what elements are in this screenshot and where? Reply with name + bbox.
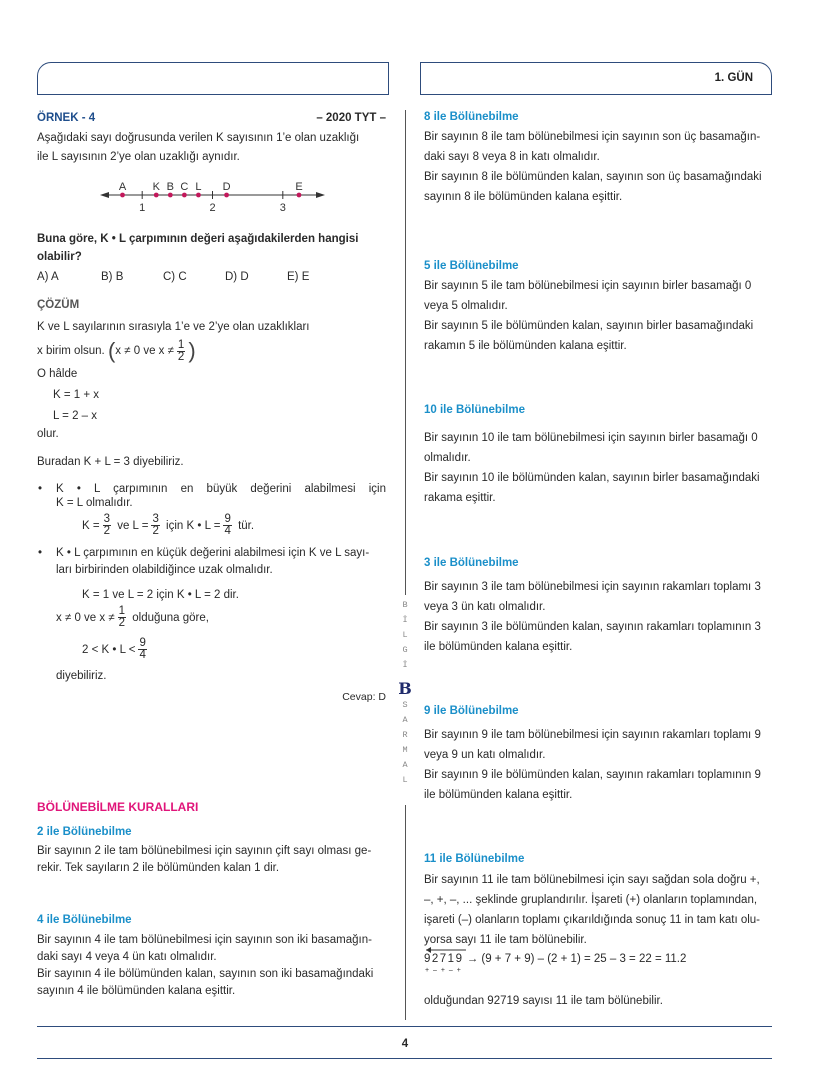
point-a xyxy=(120,193,125,198)
rule-eleven-title: 11 ile Bölünebilme xyxy=(424,853,525,865)
eq-text: x ≠ 0 ve x ≠ xyxy=(56,612,115,624)
number-line xyxy=(90,176,335,216)
rules-title: BÖLÜNEBİLME KURALLARI xyxy=(37,800,199,814)
rule-line: sayının 4 ile bölümünden kalana eşittir. xyxy=(37,985,236,997)
solution-line: olur. xyxy=(37,428,59,440)
brand-letter: B xyxy=(398,679,412,698)
rule-eight-title: 8 ile Bölünebilme xyxy=(424,111,519,123)
denominator: 2 xyxy=(177,350,185,363)
rule-line: rekir. Tek sayıların 2 ile bölümünden kalan 1 dir. xyxy=(37,862,280,874)
denominator: 2 xyxy=(152,525,159,538)
brand-letter: A xyxy=(402,760,408,770)
point-e xyxy=(297,193,302,198)
brand-letter: B xyxy=(402,600,408,610)
solution-line: K ve L sayılarının sırasıyla 1’e ve 2’ye olan uzaklıkları xyxy=(37,321,310,333)
brand-letter: R xyxy=(402,730,408,740)
example-number: 92719 xyxy=(424,953,464,965)
example-source: – 2020 TYT – xyxy=(316,112,386,124)
numerator: 9 xyxy=(224,513,231,526)
numerator: 9 xyxy=(139,637,146,650)
tick-label: 3 xyxy=(279,202,286,214)
solution-condition-line xyxy=(37,336,196,366)
example-title: ÖRNEK - 4 xyxy=(37,112,96,124)
fraction xyxy=(103,514,111,537)
brand-letter: İ xyxy=(402,660,408,670)
fraction xyxy=(138,638,146,661)
eq-text: için K • L = xyxy=(166,520,221,532)
numerator: 3 xyxy=(103,513,110,526)
example-text-line: Aşağıdaki sayı doğrusunda verilen K sayısının 1’e olan uzaklığı xyxy=(37,132,360,144)
rule-line: Bir sayının 3 ile bölümünden kalan, sayının rakamları toplamının 3 xyxy=(424,621,761,633)
rule-line: ile bölümünden kalana eşittir. xyxy=(424,789,573,801)
brand-letter: İ xyxy=(402,615,408,625)
rule-line: ile bölümünden kalana eşittir. xyxy=(424,641,573,653)
example-text-line: ile L sayısının 2’ye olan uzaklığı aynıdır. xyxy=(37,151,240,163)
bullet: • xyxy=(38,547,43,559)
rule-line: veya 9 un katı olmalıdır. xyxy=(424,749,546,761)
point-label: E xyxy=(295,181,303,193)
rule-line: Bir sayının 10 ile bölümünden kalan, sayının birler basamağındaki xyxy=(424,472,760,484)
eq-text: olduğuna göre, xyxy=(132,612,209,624)
rule-line: Bir sayının 4 ile tam bölünebilmesi için sayının son iki basamağın- xyxy=(37,934,372,946)
footer-rule xyxy=(37,1058,772,1059)
brand-letter: L xyxy=(402,775,408,785)
arrow-left-icon xyxy=(424,946,468,954)
day-label: 1. GÜN xyxy=(714,72,753,84)
solution-text: x birim olsun. xyxy=(37,345,105,358)
eq-text: ve L = xyxy=(117,520,149,532)
rule-line: rakamın 5 ile bölümünden kalana eşittir. xyxy=(424,340,627,352)
numerator: 1 xyxy=(118,605,126,618)
rule-line: veya 5 olmalıdır. xyxy=(424,300,508,312)
rule-line: –, +, –, ... şeklinde gruplandırılır. İşareti (+) olanların toplamından, xyxy=(424,894,758,906)
paren: ( xyxy=(107,338,116,363)
rule-line: Bir sayının 9 ile tam bölünebilmesi için sayının rakamları toplamı 9 xyxy=(424,729,761,741)
arrow-right-icon xyxy=(316,192,325,198)
rule-line: Bir sayının 4 ile bölümünden kalan, sayının son iki basamağındaki xyxy=(37,968,374,980)
max-product-equation xyxy=(82,512,254,540)
footer-rule xyxy=(37,1026,772,1027)
denominator: 2 xyxy=(118,617,126,630)
rule-line: daki sayı 8 veya 8 in katı olmalıdır. xyxy=(424,151,600,163)
rule-line: Bir sayının 3 ile tam bölünebilmesi için sayının rakamları toplamı 3 xyxy=(424,581,761,593)
option-b[interactable]: B) B xyxy=(101,271,124,283)
answer-options xyxy=(37,270,349,284)
page-number: 4 xyxy=(401,1038,409,1050)
option-d[interactable]: D) D xyxy=(225,271,249,283)
point-c xyxy=(182,193,187,198)
rule-2-title: 2 ile Bölünebilme xyxy=(37,826,132,838)
paren: ) xyxy=(188,338,196,363)
option-c[interactable]: C) C xyxy=(163,271,187,283)
rule-nine-title: 9 ile Bölünebilme xyxy=(424,705,519,717)
eleven-conclusion: olduğundan 92719 sayısı 11 ile tam bölünebilir. xyxy=(424,995,663,1007)
option-a[interactable]: A) A xyxy=(37,271,59,283)
bullet-line: K • L çarpımının en büyük değerini alabilmesi için xyxy=(56,483,386,495)
tick-label: 1 xyxy=(139,202,146,214)
fraction-one-half xyxy=(177,340,185,363)
solution-line: Buradan K + L = 3 diyebiliriz. xyxy=(37,456,184,468)
point-d xyxy=(224,193,229,198)
rule-line: daki sayı 4 veya 4 ün katı olmalıdır. xyxy=(37,951,217,963)
rule-line: işareti (–) olanların toplamı çıkarıldığında sonuç 11 in tam katı olu- xyxy=(424,914,761,926)
condition-text: x ≠ 0 ve x ≠ xyxy=(115,345,174,358)
bullet-line: ları birbirinden olabildiğince uzak olmalıdır. xyxy=(56,564,273,576)
denominator: 4 xyxy=(224,525,231,538)
rule-three-title: 3 ile Bölünebilme xyxy=(424,557,519,569)
eq-text: tür. xyxy=(238,520,255,532)
rule-4-title: 4 ile Bölünebilme xyxy=(37,914,132,926)
point-label: K xyxy=(152,181,160,193)
example-number-block xyxy=(424,952,464,974)
example-signs: + – + – + xyxy=(425,967,462,974)
inequality xyxy=(82,636,150,664)
question-line: olabilir? xyxy=(37,251,82,263)
bullet-line: K • L çarpımının en küçük değerini alabilmesi için K ve L sayı- xyxy=(56,547,370,559)
brand-letter: S xyxy=(402,700,408,710)
denominator: 2 xyxy=(103,525,110,538)
point-b xyxy=(168,193,173,198)
brand-letter: G xyxy=(402,645,408,655)
rule-line: Bir sayının 5 ile tam bölünebilmesi için sayının birler basamağı 0 xyxy=(424,280,752,292)
bullet-line: K = L olmalıdır. xyxy=(56,497,133,509)
rule-line: Bir sayının 2 ile tam bölünebilmesi için sayının çift sayı olması ge- xyxy=(37,845,372,857)
bullet: • xyxy=(38,483,43,495)
brand-letter: M xyxy=(402,745,408,755)
solution-line: O hâlde xyxy=(37,368,78,380)
rule-line: Bir sayının 11 ile tam bölünebilmesi için sayı sağdan sola doğru +, xyxy=(424,874,760,886)
column-divider xyxy=(405,110,406,595)
min-product-equation: K = 1 ve L = 2 için K • L = 2 dir. xyxy=(82,589,239,601)
equation-l: L = 2 – x xyxy=(53,410,98,422)
fraction xyxy=(223,514,231,537)
rule-line: veya 3 ün katı olmalıdır. xyxy=(424,601,546,613)
header-box-right xyxy=(420,62,772,95)
numerator: 3 xyxy=(152,513,159,526)
rule-line: Bir sayının 9 ile bölümünden kalan, sayının rakamları toplamının 9 xyxy=(424,769,761,781)
denominator: 4 xyxy=(139,649,146,662)
rule-line: Bir sayının 8 ile tam bölünebilmesi için sayının son üç basamağın- xyxy=(424,131,761,143)
rule-line: yorsa sayı 11 ile tam bölünebilir. xyxy=(424,934,587,946)
rule-line: Bir sayının 10 ile tam bölünebilmesi için sayının birler basamağı 0 xyxy=(424,432,758,444)
solution-title: ÇÖZÜM xyxy=(37,299,80,311)
point-label: A xyxy=(118,181,127,193)
arrow-left-icon xyxy=(100,192,109,198)
point-label: B xyxy=(166,181,174,193)
answer-label: Cevap: D xyxy=(342,691,386,703)
rule-five-title: 5 ile Bölünebilme xyxy=(424,260,519,272)
point-label: C xyxy=(180,181,189,193)
brand-letter: A xyxy=(402,715,408,725)
example-calculation: → (9 + 7 + 9) – (2 + 1) = 25 – 3 = 22 = 11.2 xyxy=(466,953,687,965)
option-e[interactable]: E) E xyxy=(287,271,310,283)
point-l xyxy=(196,193,201,198)
rule-ten-title: 10 ile Bölünebilme xyxy=(424,404,525,416)
rule-line: sayının 8 ile bölümünden kalana eşittir. xyxy=(424,191,623,203)
point-k xyxy=(154,193,159,198)
header-box-left xyxy=(37,62,389,95)
brand-letter: L xyxy=(402,630,408,640)
column-divider xyxy=(405,805,406,1020)
solution-line: diyebiliriz. xyxy=(56,670,107,682)
point-label: D xyxy=(222,181,231,193)
rule-line: Bir sayının 5 ile bölümünden kalan, sayının birler basamağındaki xyxy=(424,320,754,332)
rule-line: rakama eşittir. xyxy=(424,492,496,504)
eq-text: 2 < K • L < xyxy=(82,644,136,656)
eleven-example xyxy=(424,952,687,974)
rule-line: olmalıdır. xyxy=(424,452,471,464)
fraction xyxy=(151,514,159,537)
tick-label: 2 xyxy=(209,202,216,214)
fraction xyxy=(118,606,126,629)
question-line: Buna göre, K • L çarpımının değeri aşağıdakilerden hangisi xyxy=(37,233,359,245)
rule-line: Bir sayının 8 ile bölümünden kalan, sayının son üç basamağındaki xyxy=(424,171,762,183)
condition-line xyxy=(56,604,209,632)
point-label: L xyxy=(195,181,202,193)
eq-text: K = xyxy=(82,520,100,532)
equation-k: K = 1 + x xyxy=(53,389,100,401)
numerator: 1 xyxy=(177,338,185,351)
